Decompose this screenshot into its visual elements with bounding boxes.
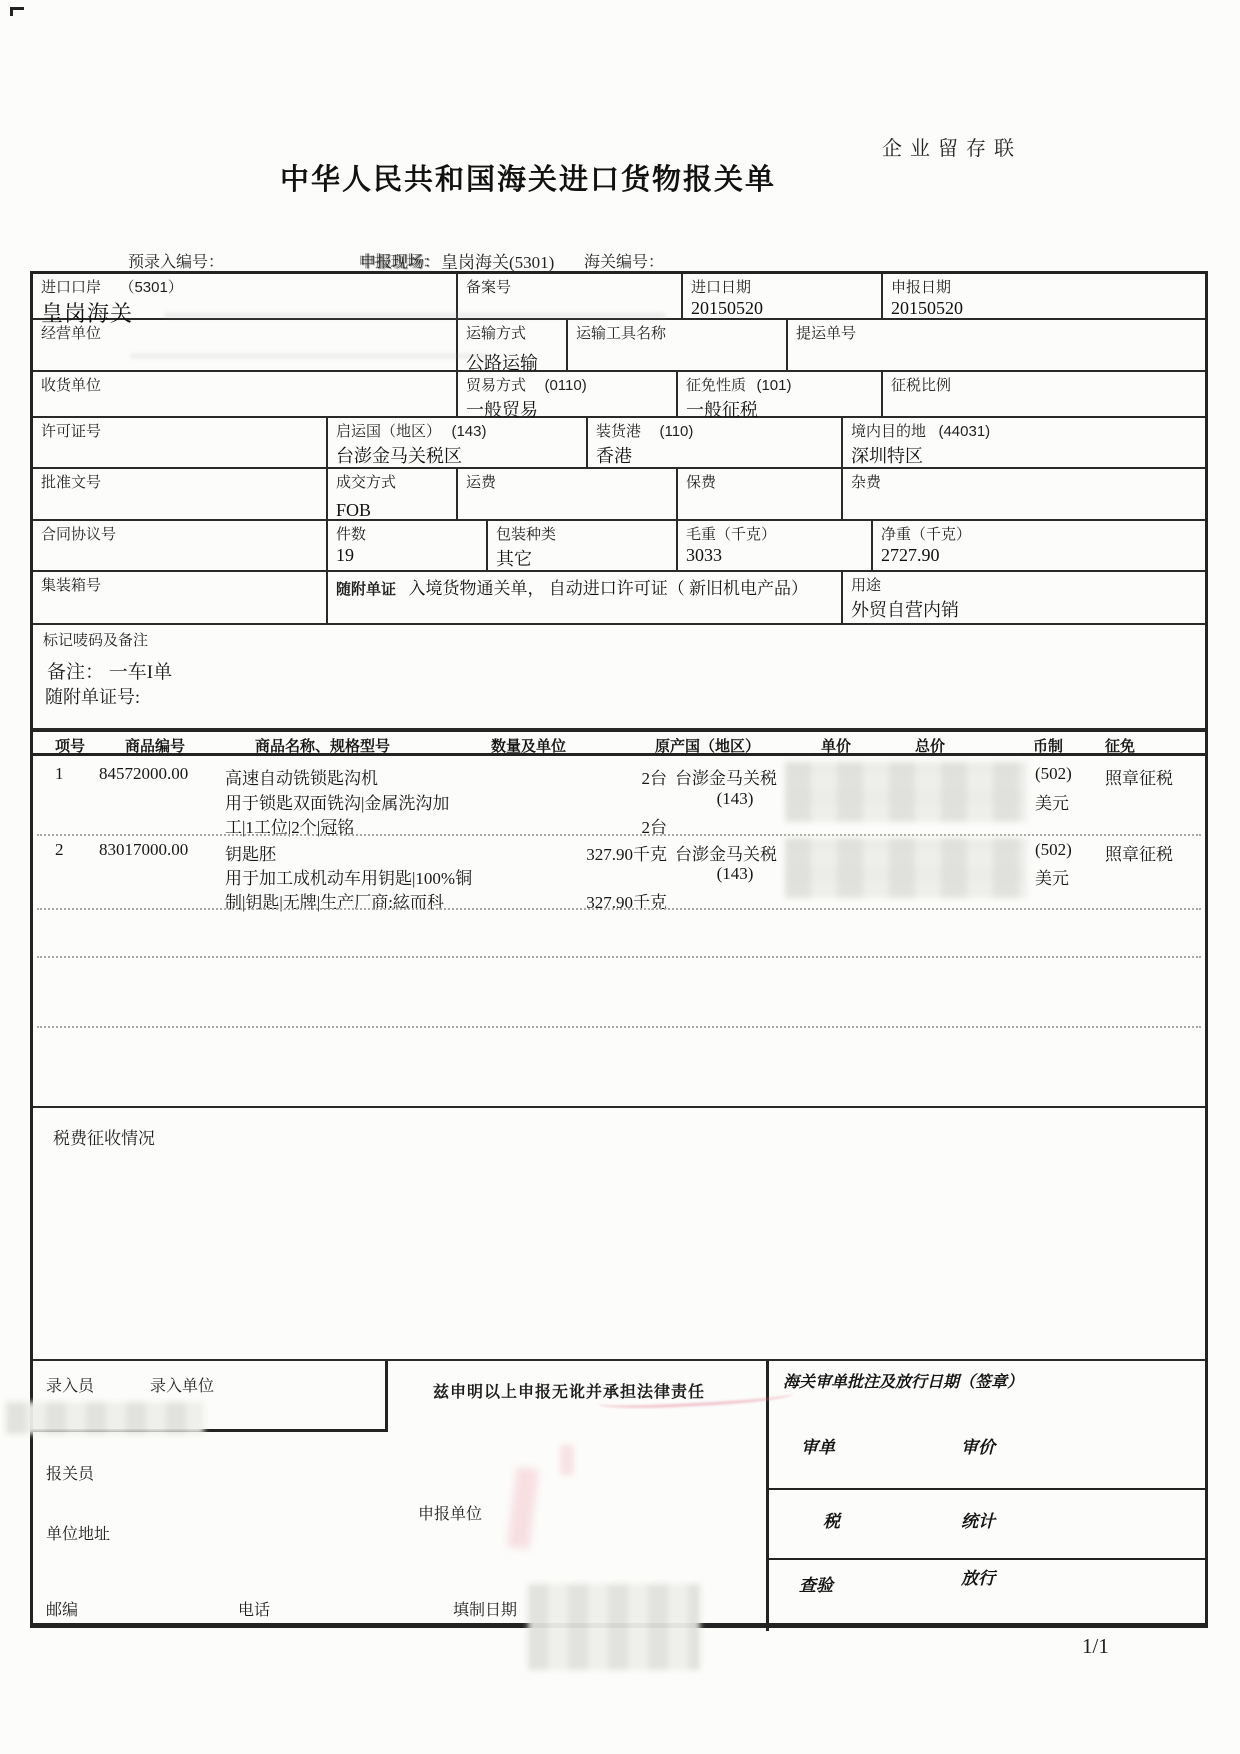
item2-qty2: 327.90千克	[586, 893, 667, 912]
release-label: 放行	[961, 1569, 995, 1588]
items-header-row	[33, 730, 1205, 756]
field-declare-date	[883, 274, 1205, 318]
entry-unit-label: 录入单位	[150, 1378, 215, 1395]
import-port-code: （5301）	[119, 279, 183, 296]
field-usage	[843, 572, 1205, 623]
declare-date-value: 20150520	[891, 298, 963, 318]
net-weight-label: 净重（千克）	[881, 526, 972, 543]
field-insurance	[678, 469, 843, 519]
marks-label: 标记唛码及备注	[43, 632, 149, 649]
page-title: 中华人民共和国海关进口货物报关单	[280, 164, 777, 196]
item2-name-line3: 制|钥匙|无牌|生产厂商:絃而科	[225, 893, 444, 912]
tax-collection-section	[33, 1108, 1205, 1361]
field-freight	[458, 469, 678, 519]
declaration-form	[30, 271, 1208, 1628]
tax-label: 税	[823, 1512, 840, 1531]
levy-nature-code: (101)	[756, 377, 792, 394]
declaration-statement: 兹申明以上申报无讹并承担法律责任	[433, 1384, 706, 1401]
item1-name-line2: 用于锁匙双面铣沟|金属洗沟加	[225, 794, 450, 813]
operator-label: 经营单位	[41, 325, 102, 342]
insurance-label: 保费	[686, 474, 717, 491]
entry-clerk-redaction	[6, 1402, 204, 1434]
col-commodity-code: 商品编号	[125, 738, 186, 755]
destination-code: (44031)	[938, 423, 991, 440]
field-operator	[33, 320, 458, 370]
form-row-4	[33, 418, 1205, 469]
item2-origin: 台澎金马关税	[675, 845, 777, 864]
contract-no-label: 合同协议号	[41, 526, 117, 543]
import-port-label: 进口口岸	[41, 279, 102, 296]
item2-price-redaction	[785, 838, 1027, 898]
customs-box-divider-1	[769, 1488, 1205, 1490]
col-total-price: 总价	[915, 738, 946, 755]
phone-label: 电话	[238, 1602, 271, 1619]
unit-address-label: 单位地址	[46, 1526, 111, 1543]
field-packages	[328, 521, 488, 570]
usage-value: 外贸自营内销	[851, 600, 959, 620]
customs-box-divider-2	[769, 1558, 1205, 1560]
field-transaction-mode	[328, 469, 458, 519]
record-no-label: 备案号	[466, 279, 512, 296]
field-import-date	[683, 274, 883, 318]
usage-label: 用途	[851, 577, 882, 594]
field-bill-no	[788, 320, 1205, 370]
fill-date-label: 填制日期	[453, 1602, 518, 1619]
col-origin-country: 原产国（地区）	[655, 738, 761, 755]
item1-no: 1	[55, 764, 64, 783]
item1-qty2: 2台	[641, 818, 667, 837]
origin-country-code: (143)	[451, 423, 487, 440]
form-row-2	[33, 320, 1205, 372]
item2-levy: 照章征税	[1105, 845, 1173, 864]
col-levy-mode: 征免	[1105, 738, 1136, 755]
packing-value: 其它	[496, 549, 532, 569]
destination-label: 境内目的地	[851, 423, 927, 440]
field-origin-country	[328, 418, 588, 467]
approval-no-label: 批准文号	[41, 474, 102, 491]
trade-mode-value: 一般贸易	[466, 400, 538, 420]
declare-site-label: 申报现场：	[360, 254, 441, 271]
customs-endorsement-box	[766, 1361, 1205, 1631]
item1-name-line1: 高速自动铣锁匙沟机	[225, 769, 378, 788]
col-commodity-name: 商品名称、规格型号	[255, 738, 391, 755]
broker-label: 报关员	[46, 1466, 95, 1483]
field-contract-no	[33, 521, 328, 570]
item2-qty1: 327.90千克	[586, 845, 667, 864]
form-row-7	[33, 572, 1205, 625]
declare-unit-label: 申报单位	[418, 1506, 483, 1523]
item1-name-line3: 工|1工位|2个|冠铭	[225, 818, 355, 837]
entry-clerk-label: 录入员	[46, 1378, 95, 1395]
item-separator-2	[37, 908, 1201, 910]
col-quantity-unit: 数量及单位	[491, 738, 567, 755]
page-number: 1/1	[1082, 1634, 1109, 1658]
transaction-mode-label: 成交方式	[336, 474, 397, 491]
documents-value: 入境货物通关单， 自动进口许可证（ 新旧机电产品）	[408, 579, 808, 598]
fill-date-redaction	[528, 1584, 700, 1670]
field-destination	[843, 418, 1205, 467]
item1-origin: 台澎金马关税	[675, 769, 777, 788]
gross-weight-label: 毛重（千克）	[686, 526, 777, 543]
erased-operator-smudge	[165, 313, 665, 318]
stamp-mark	[560, 1445, 574, 1475]
col-currency: 币制	[1033, 738, 1064, 755]
gross-weight-value: 3033	[686, 545, 722, 565]
item1-qty1: 2台	[641, 769, 667, 788]
misc-fee-label: 杂费	[851, 474, 882, 491]
customs-box-title: 海关审单批注及放行日期（签章）	[783, 1374, 1024, 1391]
field-transport-mode	[458, 320, 568, 373]
form-row-5	[33, 469, 1205, 521]
import-port-value: 皇岗海关	[41, 301, 134, 326]
import-date-value: 20150520	[691, 298, 763, 318]
loading-port-code: (110)	[659, 423, 694, 440]
origin-country-label: 启运国（地区）	[336, 423, 442, 440]
field-net-weight	[873, 521, 1205, 570]
item1-currency: 美元	[1035, 794, 1069, 813]
item1-code: 84572000.00	[99, 764, 189, 783]
declare-site-value: 皇岗海关(5301)	[441, 253, 555, 272]
transport-mode-value: 公路运输	[466, 353, 538, 373]
tax-collection-label: 税费征收情况	[53, 1129, 155, 1148]
transaction-mode-value: FOB	[336, 500, 372, 520]
loading-port-value: 香港	[596, 446, 632, 466]
item2-currency-code: (502)	[1035, 840, 1072, 859]
item2-origin-code: (143)	[716, 864, 754, 883]
field-container-no	[33, 572, 328, 623]
item2-no: 2	[55, 840, 64, 859]
copy-label: 企业留存联	[882, 138, 1022, 160]
document-review-label: 审单	[801, 1438, 835, 1457]
customs-no-label: 海关编号：	[584, 254, 665, 271]
field-tax-ratio	[883, 372, 1205, 416]
field-record-no	[458, 274, 683, 318]
item-separator-1	[37, 834, 1201, 836]
attached-doc-no-label: 随附单证号:	[45, 687, 141, 707]
field-gross-weight	[678, 521, 873, 570]
import-date-label: 进口日期	[691, 279, 752, 296]
items-body	[33, 756, 1205, 1108]
item1-origin-code: (143)	[716, 789, 754, 808]
trade-mode-label: 贸易方式	[466, 377, 527, 394]
field-license	[33, 418, 328, 467]
field-levy-nature	[678, 372, 883, 420]
item1-levy: 照章征税	[1105, 769, 1173, 788]
levy-nature-label: 征免性质	[686, 377, 747, 394]
item-separator-4	[37, 1026, 1201, 1028]
remark-value: 备注： 一车I单	[47, 662, 173, 683]
bill-no-label: 提运单号	[796, 325, 857, 342]
item1-currency-code: (502)	[1035, 764, 1072, 783]
destination-value: 深圳特区	[851, 446, 923, 466]
net-weight-value: 2727.90	[881, 545, 940, 565]
postcode-label: 邮编	[46, 1602, 79, 1619]
field-transport-name	[568, 320, 788, 370]
field-import-port	[33, 274, 458, 326]
pre-entry-no-label: 预录入编号：	[128, 254, 225, 271]
packing-label: 包装种类	[496, 526, 557, 543]
col-unit-price: 单价	[821, 738, 852, 755]
packages-value: 19	[336, 545, 354, 565]
field-approval-no	[33, 469, 328, 519]
field-loading-port	[588, 418, 843, 467]
transport-name-label: 运输工具名称	[576, 325, 667, 342]
field-documents	[328, 572, 843, 623]
item2-currency: 美元	[1035, 869, 1069, 888]
loading-port-label: 装货港	[596, 423, 642, 440]
scan-corner-mark	[10, 7, 24, 16]
price-review-label: 审价	[961, 1438, 995, 1457]
field-packing	[488, 521, 678, 570]
license-label: 许可证号	[41, 423, 102, 440]
col-item-no: 项号	[55, 738, 86, 755]
preentry-row	[0, 249, 1240, 271]
field-misc-fee	[843, 469, 1205, 519]
item2-name-line2: 用于加工成机动车用钥匙|100%铜	[225, 869, 473, 888]
field-marks-remarks	[33, 625, 1205, 728]
packages-label: 件数	[336, 526, 367, 543]
consignee-label: 收货单位	[41, 377, 102, 394]
tax-ratio-label: 征税比例	[891, 377, 952, 394]
transport-mode-label: 运输方式	[466, 325, 527, 342]
item2-code: 83017000.00	[99, 840, 189, 859]
origin-country-value: 台澎金马关税区	[336, 446, 462, 466]
erased-consignee-smudge	[130, 354, 490, 358]
container-no-label: 集装箱号	[41, 577, 102, 594]
levy-nature-value: 一般征税	[686, 400, 758, 420]
statistics-label: 统计	[961, 1512, 995, 1531]
declare-date-label: 申报日期	[891, 279, 952, 296]
item2-name-line1: 钥匙胚	[225, 845, 276, 864]
form-row-3	[33, 372, 1205, 418]
form-row-marks	[33, 625, 1205, 730]
item-separator-3	[37, 956, 1201, 958]
item1-price-redaction	[785, 762, 1027, 822]
field-consignee	[33, 372, 458, 416]
trade-mode-code: (0110)	[544, 377, 587, 394]
inspection-label: 查验	[799, 1576, 833, 1595]
freight-label: 运费	[466, 474, 497, 491]
documents-label: 随附单证	[336, 581, 397, 598]
form-row-6	[33, 521, 1205, 572]
tax-collection-cell	[33, 1108, 1205, 1359]
field-trade-mode	[458, 372, 678, 420]
